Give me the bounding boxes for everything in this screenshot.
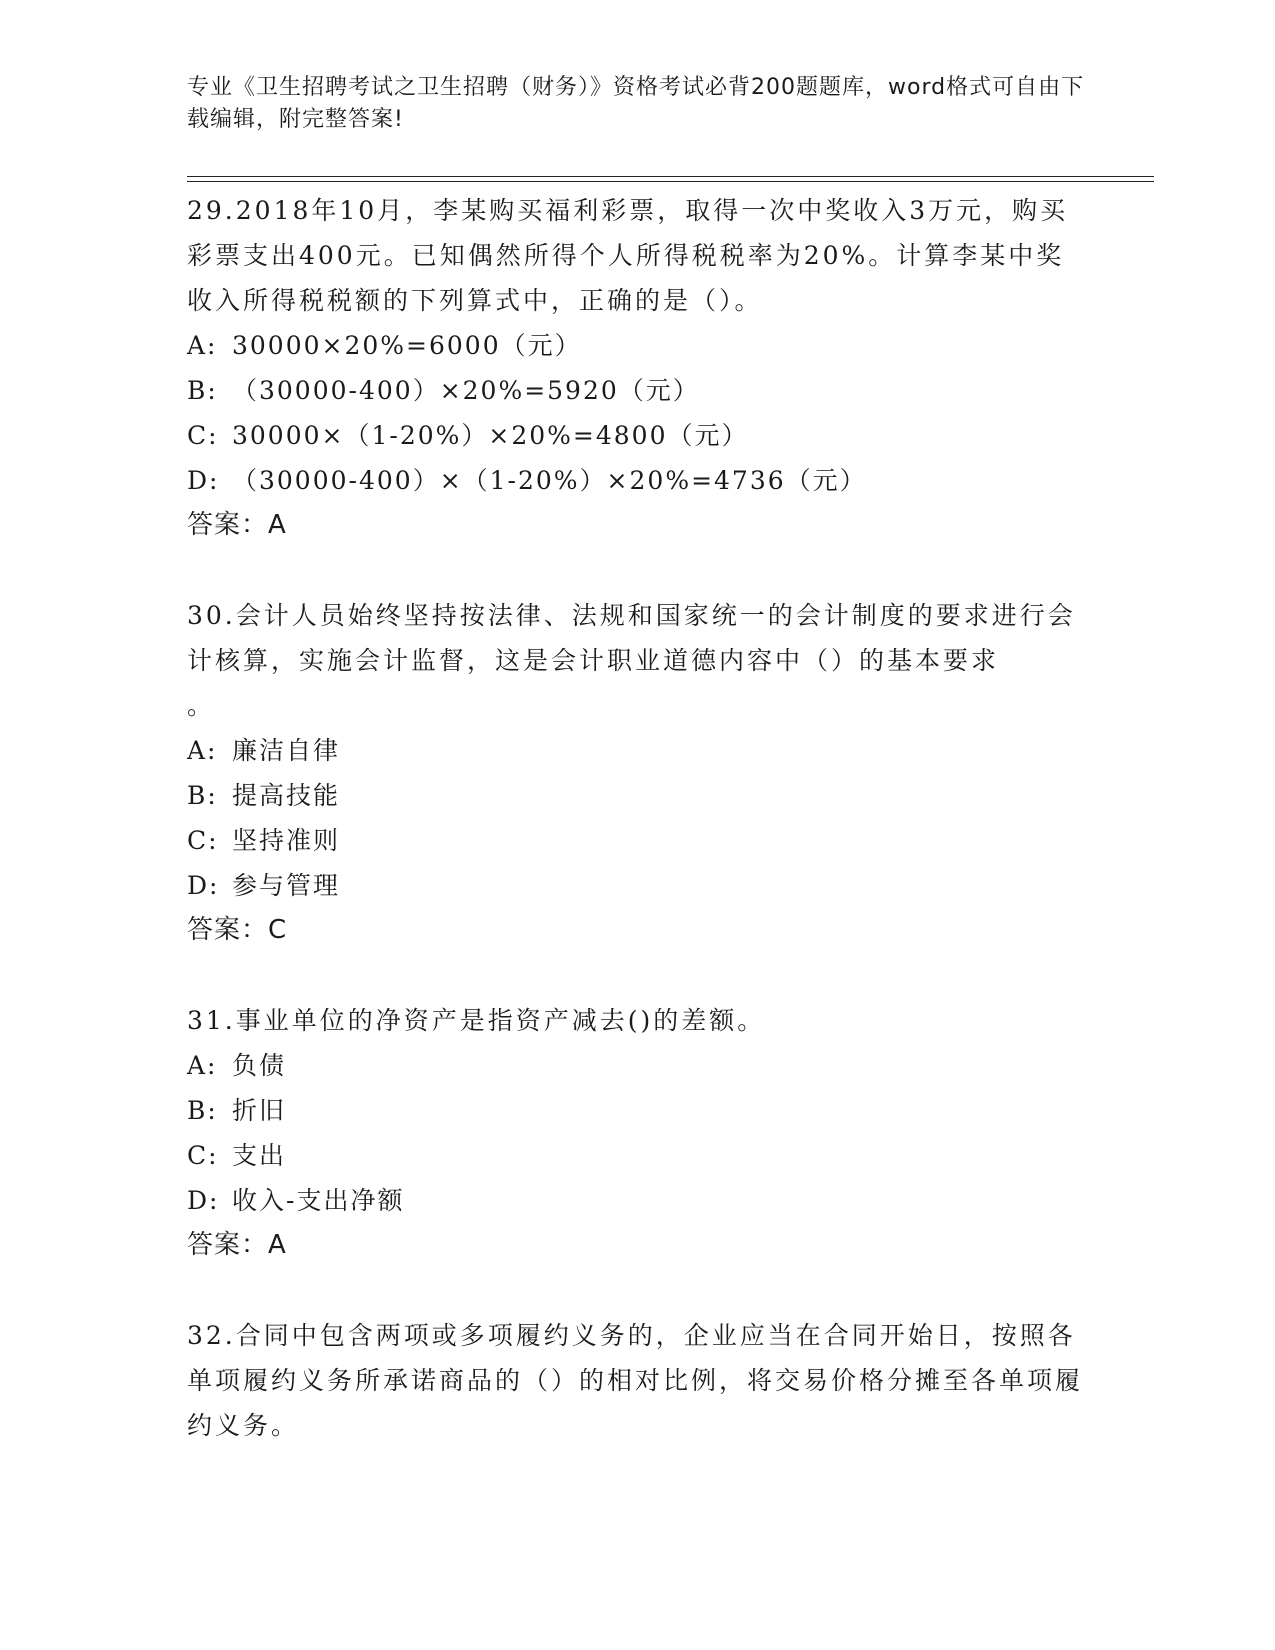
option-d [187, 1178, 1087, 1223]
option-d [187, 863, 1087, 908]
option-c [187, 818, 1087, 863]
option-b [187, 773, 1087, 818]
header-rule-bottom [187, 181, 1154, 182]
option-b [187, 1088, 1087, 1133]
document-header [187, 72, 1087, 136]
spacer [187, 1268, 1087, 1313]
question-30 [187, 593, 1087, 953]
question-text-tail: 。 [187, 691, 216, 720]
option-a [187, 1043, 1087, 1088]
spacer [187, 953, 1087, 998]
option-letter: C: [187, 1141, 219, 1170]
answer-line: 答案：A [187, 1230, 287, 1260]
question-text: 30.会计人员始终坚持按法律、法规和国家统一的会计制度的要求进行会计核算，实施会计监督，这是会计职业道德内容中（）的基本要求 [187, 601, 1076, 675]
option-text: （30000-400）×（1-20%）×20%=4736（元） [232, 466, 867, 495]
option-text: 廉洁自律 [232, 736, 341, 765]
option-letter: B: [187, 376, 218, 405]
option-c [187, 413, 1087, 458]
option-b [187, 368, 1087, 413]
question-list [187, 188, 1087, 1448]
option-letter: C: [187, 826, 219, 855]
option-text: 坚持准则 [232, 826, 341, 855]
option-text: 30000×20%=6000（元） [232, 331, 582, 360]
option-letter: D: [187, 871, 220, 900]
answer-line: 答案：C [187, 915, 288, 945]
option-text: 30000×（1-20%）×20%=4800（元） [232, 421, 749, 450]
option-letter: B: [187, 1096, 218, 1125]
question-29 [187, 188, 1087, 548]
option-letter: A: [187, 331, 218, 360]
option-c [187, 1133, 1087, 1178]
option-text: 折旧 [232, 1096, 287, 1125]
option-text: 提高技能 [232, 781, 341, 810]
spacer [187, 548, 1087, 593]
question-text: 32.合同中包含两项或多项履约义务的，企业应当在合同开始日，按照各单项履约义务所承诺商品的（）的相对比例，将交易价格分摊至各单项履约义务。 [187, 1321, 1084, 1440]
question-text: 31.事业单位的净资产是指资产减去()的差额。 [187, 1006, 766, 1035]
option-text: 支出 [232, 1141, 287, 1170]
question-31 [187, 998, 1087, 1268]
option-text: 负债 [232, 1051, 287, 1080]
question-text: 29.2018年10月，李某购买福利彩票，取得一次中奖收入3万元，购买彩票支出400元。已知偶然所得个人所得税税率为20%。计算李某中奖收入所得税税额的下列算式中，正确的是（）。 [187, 196, 1069, 315]
header-rule-top [187, 176, 1154, 177]
option-letter: A: [187, 1051, 218, 1080]
option-letter: D: [187, 1186, 220, 1215]
question-32 [187, 1313, 1087, 1448]
option-text: （30000-400）×20%=5920（元） [232, 376, 700, 405]
option-letter: C: [187, 421, 219, 450]
option-d [187, 458, 1087, 503]
option-text: 参与管理 [232, 871, 341, 900]
header-title: 专业《卫生招聘考试之卫生招聘（财务）》资格考试必背200题题库，word格式可自由下载编辑，附完整答案! [187, 75, 1085, 132]
option-a [187, 323, 1087, 368]
option-a [187, 728, 1087, 773]
option-letter: A: [187, 736, 218, 765]
answer-line: 答案：A [187, 510, 287, 540]
option-text: 收入-支出净额 [232, 1186, 405, 1215]
option-letter: D: [187, 466, 220, 495]
option-letter: B: [187, 781, 218, 810]
